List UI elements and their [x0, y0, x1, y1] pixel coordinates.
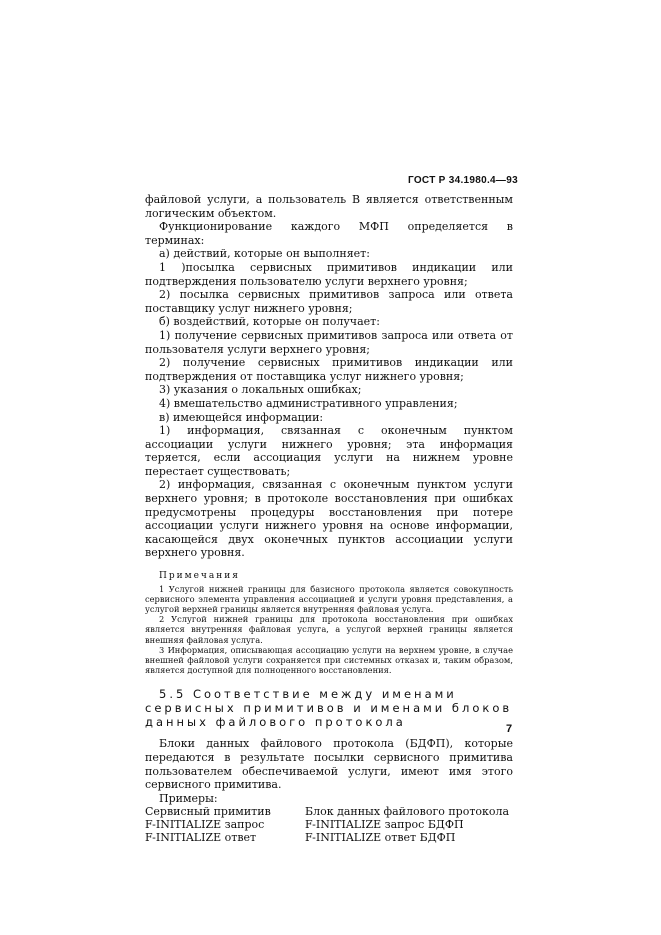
paragraph: файловой услуги, а пользователь В является ответственным логическим объектом.	[145, 193, 513, 220]
list-item: 4) вмешательство административного управления;	[159, 396, 458, 410]
list-item: а) действий, которые он выполняет:	[159, 247, 370, 261]
list-item: в) имеющейся информации:	[159, 410, 324, 424]
list-item: 1) информация, связанная с оконечным пунктом ассоциации услуги нижнего уровня; эта информация теряется, если ассоциация услуги на нижнем уровне перестает существовать;	[145, 424, 513, 478]
note-item: 2 Услугой нижней границы для протокола восстановления при ошибках является внутренняя файловая услуга, а услугой верхней границы является внешняя файловая услуга.	[145, 614, 513, 645]
table-header-cell: Блок данных файлового протокола	[305, 805, 510, 819]
section-heading: 5.5 Соответствие между именами сервисных примитивов и именами блоков данных файлового протокола	[145, 687, 513, 730]
document-header: ГОСТ Р 34.1980.4—93	[408, 175, 518, 186]
table-cell: F-INITIALIZE ответ	[145, 831, 257, 845]
note-item: 3 Информация, описывающая ассоциацию услуги на верхнем уровне, в случае внешней файловой услуги сохраняется при системных отказах и, таким образом, является доступной для полноценного восстановления.	[145, 644, 513, 676]
page-body	[145, 193, 513, 845]
section-paragraph: Блоки данных файлового протокола (БДФП), которые передаются в результате посылки сервисного примитива пользователем обеспечиваемой услуги, имеют имя этого сервисного примитива.	[145, 737, 513, 792]
list-item: 3) указания о локальных ошибках;	[159, 383, 362, 397]
list-item: 1 )посылка сервисных примитивов индикации или подтверждения пользователю услуги верхнего уровня;	[145, 260, 513, 288]
list-item: 2) посылка сервисных примитивов запроса или ответа поставщику услуг нижнего уровня;	[145, 288, 513, 315]
note-item: 1 Услугой нижней границы для базисного протокола является совокупность сервисного элемента управления ассоциацией и услуги уровня представления, а услугой верхней границы является внутренняя файловая услуга.	[145, 583, 513, 615]
examples-table	[145, 806, 513, 844]
page-number: 7	[506, 723, 513, 735]
notes-title: Примечания	[159, 571, 240, 582]
table-cell: F-INITIALIZE запрос БДФП	[305, 818, 464, 832]
list-item: б) воздействий, которые он получает:	[159, 315, 380, 329]
examples-label: Примеры:	[159, 791, 218, 805]
table-cell: F-INITIALIZE ответ БДФП	[305, 831, 456, 845]
table-row	[145, 832, 513, 845]
paragraph: Функционирование каждого МФП определяется в терминах:	[145, 220, 513, 247]
table-cell: F-INITIALIZE запрос	[145, 818, 265, 832]
list-item: 1) получение сервисных примитивов запроса или ответа от пользователя услуги верхнего уровня;	[145, 328, 513, 356]
list-item: 2) информация, связанная с оконечным пунктом услуги верхнего уровня; в протоколе восстановления при ошибках предусмотрены процедуры восстановления при потере ассоциации услуги нижнего уровня на основе информации, касающейся двух оконечных пунктов ассоциации услуги верхнего уровня.	[145, 478, 513, 560]
table-header-cell: Сервисный примитив	[145, 805, 271, 819]
list-item: 2) получение сервисных примитивов индикации или подтверждения от поставщика услуг нижнего уровня;	[145, 356, 513, 383]
